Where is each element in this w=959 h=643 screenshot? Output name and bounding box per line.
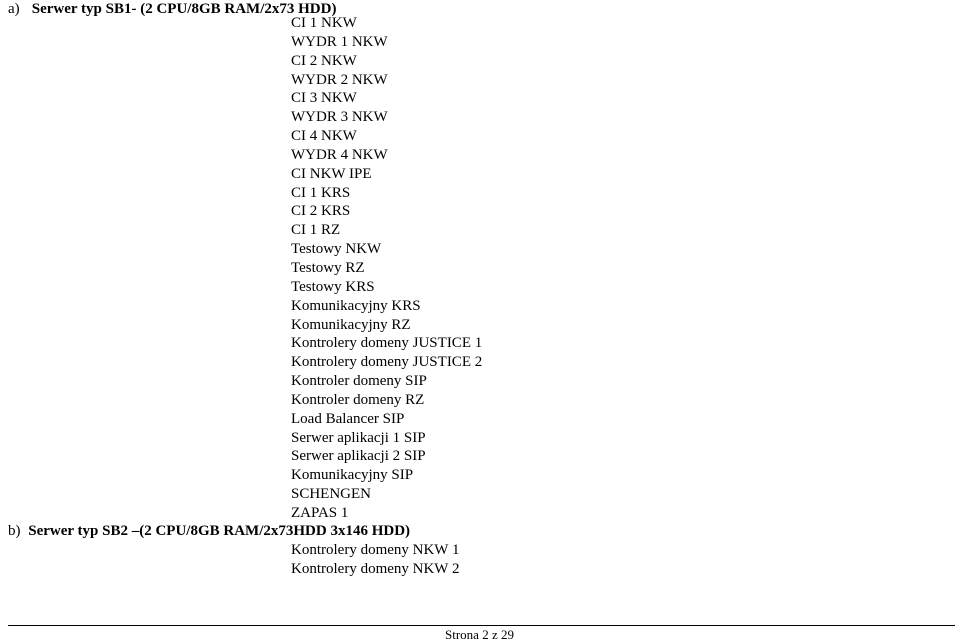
list-item: Komunikacyjny RZ — [291, 316, 411, 333]
list-item: Kontrolery domeny JUSTICE 1 — [291, 335, 483, 352]
section-b-heading — [8, 522, 410, 541]
list-item: CI 4 NKW — [291, 128, 357, 145]
list-item: WYDR 3 NKW — [291, 109, 388, 126]
list-item: SCHENGEN — [291, 486, 372, 503]
list-item: CI 2 KRS — [291, 203, 351, 220]
list-item: WYDR 2 NKW — [291, 71, 388, 88]
list-item: Serwer aplikacji 2 SIP — [291, 448, 426, 465]
list-item: CI 1 NKW — [291, 15, 357, 31]
list-item: Testowy RZ — [291, 259, 365, 276]
list-item: Kontroler domeny RZ — [291, 391, 425, 408]
list-item: CI 1 KRS — [291, 184, 351, 201]
list-item: Kontroler domeny SIP — [291, 373, 427, 390]
footer-divider — [8, 625, 955, 626]
list-item: CI 2 NKW — [291, 52, 357, 69]
list-item: WYDR 4 NKW — [291, 146, 388, 163]
section-b-marker: b) — [8, 523, 21, 539]
list-item: CI 1 RZ — [291, 222, 341, 239]
section-b-title: Serwer typ SB2 –(2 CPU/8GB RAM/2x73HDD 3x146 HDD) — [28, 523, 411, 539]
list-item: Testowy KRS — [291, 278, 375, 295]
list-item: Kontrolery domeny JUSTICE 2 — [291, 354, 483, 371]
list-item: Serwer aplikacji 1 SIP — [291, 429, 426, 446]
section-b-server-list — [291, 541, 459, 579]
section-a-server-list — [291, 14, 482, 523]
list-item: Load Balancer SIP — [291, 410, 405, 427]
list-item: WYDR 1 NKW — [291, 33, 388, 50]
section-a-marker: a) — [8, 1, 20, 17]
section-a-title: Serwer typ SB1- (2 CPU/8GB RAM/2x73 HDD) — [31, 1, 337, 17]
section-a-heading — [8, 0, 336, 19]
list-item: Komunikacyjny KRS — [291, 297, 421, 314]
list-item: Komunikacyjny SIP — [291, 467, 414, 484]
page-number: Strona 2 z 29 — [445, 627, 514, 642]
list-item: Testowy NKW — [291, 241, 382, 258]
list-item: ZAPAS 1 — [291, 504, 349, 521]
list-item: CI 3 NKW — [291, 90, 357, 107]
list-item: Kontrolery domeny NKW 2 — [291, 560, 460, 577]
list-item: CI NKW IPE — [291, 165, 372, 182]
list-item: Kontrolery domeny NKW 1 — [291, 542, 460, 558]
